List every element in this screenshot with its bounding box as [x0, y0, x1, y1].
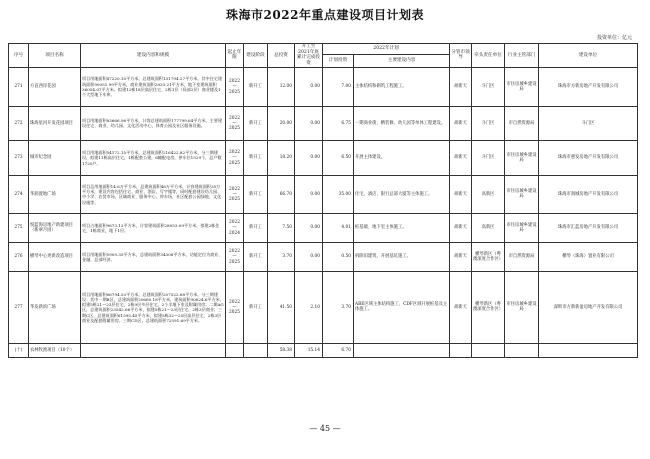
subtotal-plan: 6.70	[323, 343, 354, 357]
header-total: 总投资	[268, 44, 295, 68]
page-title: 珠海市2022年重点建设项目计划表	[226, 8, 424, 22]
subtotal-seq: (十)	[9, 343, 29, 357]
row-cumulative: 0.00	[295, 213, 323, 242]
row-cumulative: 0.00	[295, 242, 323, 271]
header-name: 项目名称	[29, 44, 81, 68]
row-period: 2022 — 2025	[226, 106, 244, 140]
unit-note: 投资单位：亿元	[596, 35, 632, 41]
project-table	[8, 43, 638, 358]
row-builder: 横琴（珠海）置业有限公司	[539, 242, 638, 271]
row-builder: 珠海市汇蓝房地产开发有限公司	[539, 213, 638, 242]
row-industry: 市自然资源局	[505, 242, 539, 271]
row-start-year: 2022	[229, 79, 240, 85]
row-cumulative: 0.00	[295, 175, 323, 213]
row-stage: 新开工	[244, 175, 268, 213]
row-cumulative: 2.10	[295, 271, 323, 343]
row-builder: 珠海市惠发房地产开发有限公司	[539, 140, 638, 175]
row-plan-content: 开展主体建设。	[354, 140, 450, 175]
row-dept: 斗门区	[472, 67, 505, 106]
row-builder: 深圳市方新新盈房地产开发有限公司	[539, 271, 638, 343]
table-row	[9, 106, 638, 140]
row-total: 20.00	[268, 106, 295, 140]
row-stage: 新开工	[244, 213, 268, 242]
row-stage: 新开工	[244, 106, 268, 140]
row-project-name: 悦蓝海房地产新建项目（新翠月园）	[29, 213, 81, 242]
row-scope: 项目用地面积54172.15平方米，总建筑面积216422.82平方米，分三期建设，拟建11栋高层住宅，1栋配套公建，6幢配电房，停车位1529个，总户数1720户。	[81, 140, 226, 175]
row-plan-investment: 3.70	[323, 271, 354, 343]
row-plan-content: 主体结构和砌筑工程施工。	[354, 67, 450, 106]
row-scope: 项目用地面积66794.53平方米，总建筑面积207522.68平方米，分三期建设：其中一期B区，总建筑面积20660.18平方米，建筑面积90624.6平方米，拟建5栋21～23层住宅，2栋9层多层住宅，2个半地下室及附属用房；二期AG区，总建筑面积23542.66平方米，拟建5栋21～23层住宅，2栋3层商业；三期C区，总建筑面积61595.45平方米，拟建5栋32～25层高层住宅、2栋3层商业及配套附属用房。三期CD区，总建筑面积72591.69平方米。	[81, 271, 226, 343]
row-dept: 横琴新区（粤澳深度合作区）	[472, 271, 505, 343]
row-end-year: 2025	[229, 259, 240, 265]
row-end-year: 2025	[229, 310, 240, 316]
row-stage: 新开工	[244, 67, 268, 106]
header-period: 起止年限	[226, 44, 244, 68]
row-seq: 271	[9, 67, 29, 106]
row-start-year: 2022	[229, 186, 240, 192]
row-plan-content: 桩基础、地下室主体施工。	[354, 213, 450, 242]
row-end-year: 2025	[229, 89, 240, 95]
row-period: 2022 — 2025	[226, 140, 244, 175]
row-seq: 274	[9, 175, 29, 213]
row-total: 3.70	[268, 242, 295, 271]
row-start-year: 2022	[229, 249, 240, 255]
row-end-year: 2025	[229, 160, 240, 166]
header-scope: 建设内容和规模	[81, 44, 226, 68]
row-leader: 胡新天	[450, 106, 472, 140]
row-leader: 胡新天	[450, 140, 472, 175]
subtotal-name: 农林牧渔项目（10个）	[29, 343, 81, 357]
row-plan-investment: 7.00	[323, 67, 354, 106]
row-total: 18.20	[268, 140, 295, 175]
table-row	[9, 271, 638, 343]
row-scope: 项目占地面积9673.12平方米，计容建筑面积28053.09平方米，拟建2栋住宅，1栋商业，地下1层。	[81, 213, 226, 242]
row-cumulative: 0.00	[295, 106, 323, 140]
row-industry: 市自然资源局	[505, 106, 539, 140]
row-leader: 胡新天	[450, 67, 472, 106]
row-industry: 市住房城乡建设局	[505, 140, 539, 175]
row-start-year: 2022	[229, 220, 240, 226]
header-plan-group: 2022年计划	[323, 44, 450, 55]
row-total: 12.00	[268, 67, 295, 106]
table-row	[9, 67, 638, 106]
row-start-year: 2022	[229, 150, 240, 156]
row-industry: 市住房城乡建设局	[505, 67, 539, 106]
row-seq: 276	[9, 242, 29, 271]
row-project-name: 城市纪念园	[29, 140, 81, 175]
header-plan-content: 主要建设内容	[354, 54, 450, 67]
row-industry: 市住房城乡建设局	[505, 213, 539, 242]
row-end-year: 2025	[229, 126, 240, 132]
row-total: 7.50	[268, 213, 295, 242]
row-period: 2022 — 2024	[226, 213, 244, 242]
row-scope: 项目用地面积47220.10平方米，总建筑面积131794.27平方米，其中住宅建筑面积90051.99平方米，商业建筑面积2833.21平方米，地下室建筑面积36054.07平方米。拟建12栋18层高层住宅、2栋1层（局部2层）商业楼及1个大型地下车库。	[81, 67, 226, 106]
row-dept: 高新区	[472, 213, 505, 242]
header-dept: 牵头责任单位	[472, 44, 505, 68]
table-row	[9, 213, 638, 242]
row-stage: 新开工	[244, 271, 268, 343]
row-leader: 胡新天	[450, 271, 472, 343]
row-plan-investment: 0.50	[323, 242, 354, 271]
header-builder: 建设单位	[539, 44, 638, 68]
subtotal-row	[9, 343, 638, 357]
table-row	[9, 175, 638, 213]
row-industry: 市住房城乡建设局	[505, 175, 539, 213]
row-plan-content: 拆除旧建筑、开展基坑施工。	[354, 242, 450, 271]
header-industry: 行业主管部门	[505, 44, 539, 68]
page-number: — 45 —	[309, 424, 341, 433]
row-project-name: 华润置地广场	[29, 175, 81, 213]
row-plan-investment: 4.01	[323, 213, 354, 242]
row-end-year: 2025	[229, 197, 240, 203]
row-period: 2022 — 2025	[226, 242, 244, 271]
row-leader: 胡新天	[450, 213, 472, 242]
row-leader: 胡新天	[450, 242, 472, 271]
row-stage: 新开工	[244, 140, 268, 175]
row-start-year: 2022	[229, 115, 240, 121]
row-period: 2022 — 2025	[226, 67, 244, 106]
row-project-name: 方直西岸花园	[29, 67, 81, 106]
header-stage: 建设阶段	[244, 44, 268, 68]
row-start-year: 2022	[229, 299, 240, 305]
row-project-name: 横琴中心更新改造项目	[29, 242, 81, 271]
row-plan-content: 一期商业街、精装修、幼儿园等单体工程建设。	[354, 106, 450, 140]
row-dept: 高新区	[472, 175, 505, 213]
row-builder: 珠海市方新房地产开发有限公司	[539, 67, 638, 106]
row-dept: 斗门区	[472, 140, 505, 175]
row-project-name: 珠海星河开发花园项目	[29, 106, 81, 140]
row-plan-investment: 6.50	[323, 140, 354, 175]
row-cumulative: 0.00	[295, 67, 323, 106]
row-plan-content: ABE区域主体结构施工、CDF区域开展桩基及主体施工。	[354, 271, 450, 343]
row-plan-investment: 35.00	[323, 175, 354, 213]
row-builder: 斗门区	[539, 106, 638, 140]
row-plan-investment: 6.75	[323, 106, 354, 140]
row-total: 41.50	[268, 271, 295, 343]
row-scope: 项目用地面积5909.35平方米，总建筑面积34308平方米，功能定位为商业、金融、总部经济。	[81, 242, 226, 271]
row-project-name: 华发新滨广场	[29, 271, 81, 343]
row-dept: 斗门区	[472, 106, 505, 140]
table-row	[9, 140, 638, 175]
header-seq: 序号	[9, 44, 29, 68]
row-industry: 市住房城乡建设局	[505, 271, 539, 343]
row-leader: 胡新天	[450, 175, 472, 213]
row-builder: 珠海市润城房地产开发有限公司	[539, 175, 638, 213]
row-scope: 项目用地面积83666.96平方米，计容总建筑面积177799.64平方米，主要建设住宅、商业、幼儿园、文化活动中心、体育公园及社区服务设施。	[81, 106, 226, 140]
row-period: 2022 — 2025	[226, 271, 244, 343]
row-dept: 横琴新区（粤澳深度合作区）	[472, 242, 505, 271]
header-leader: 分管市领导	[450, 44, 472, 68]
row-stage: 新开工	[244, 242, 268, 271]
row-seq: 273	[9, 140, 29, 175]
header-plan-investment: 计划投资	[323, 54, 354, 67]
row-cumulative: 0.00	[295, 140, 323, 175]
row-end-year: 2024	[229, 230, 240, 236]
subtotal-cumulative: 15.14	[295, 343, 323, 357]
table-row	[9, 242, 638, 271]
header-cumulative: 开工至2021年底累计完成投资	[295, 44, 323, 68]
row-seq: 275	[9, 213, 29, 242]
row-seq: 272	[9, 106, 29, 140]
subtotal-total: 58.38	[268, 343, 295, 357]
row-period: 2022 — 2025	[226, 175, 244, 213]
row-seq: 277	[9, 271, 29, 343]
row-scope: 项目总用地面积14.6万平方米，总建筑面积48万平方米，计容建筑面积35万平方米，建设内容包括住宅、商业、酒店、写字楼等，同时配套建设幼儿园、中小学、农贸市场、区域商业、服务中心、停车场、社区配套公园绿地、文化设施等。	[81, 175, 226, 213]
row-total: 66.70	[268, 175, 295, 213]
row-plan-content: 住宅、酒店、银行总部大厦等主体施工。	[354, 175, 450, 213]
